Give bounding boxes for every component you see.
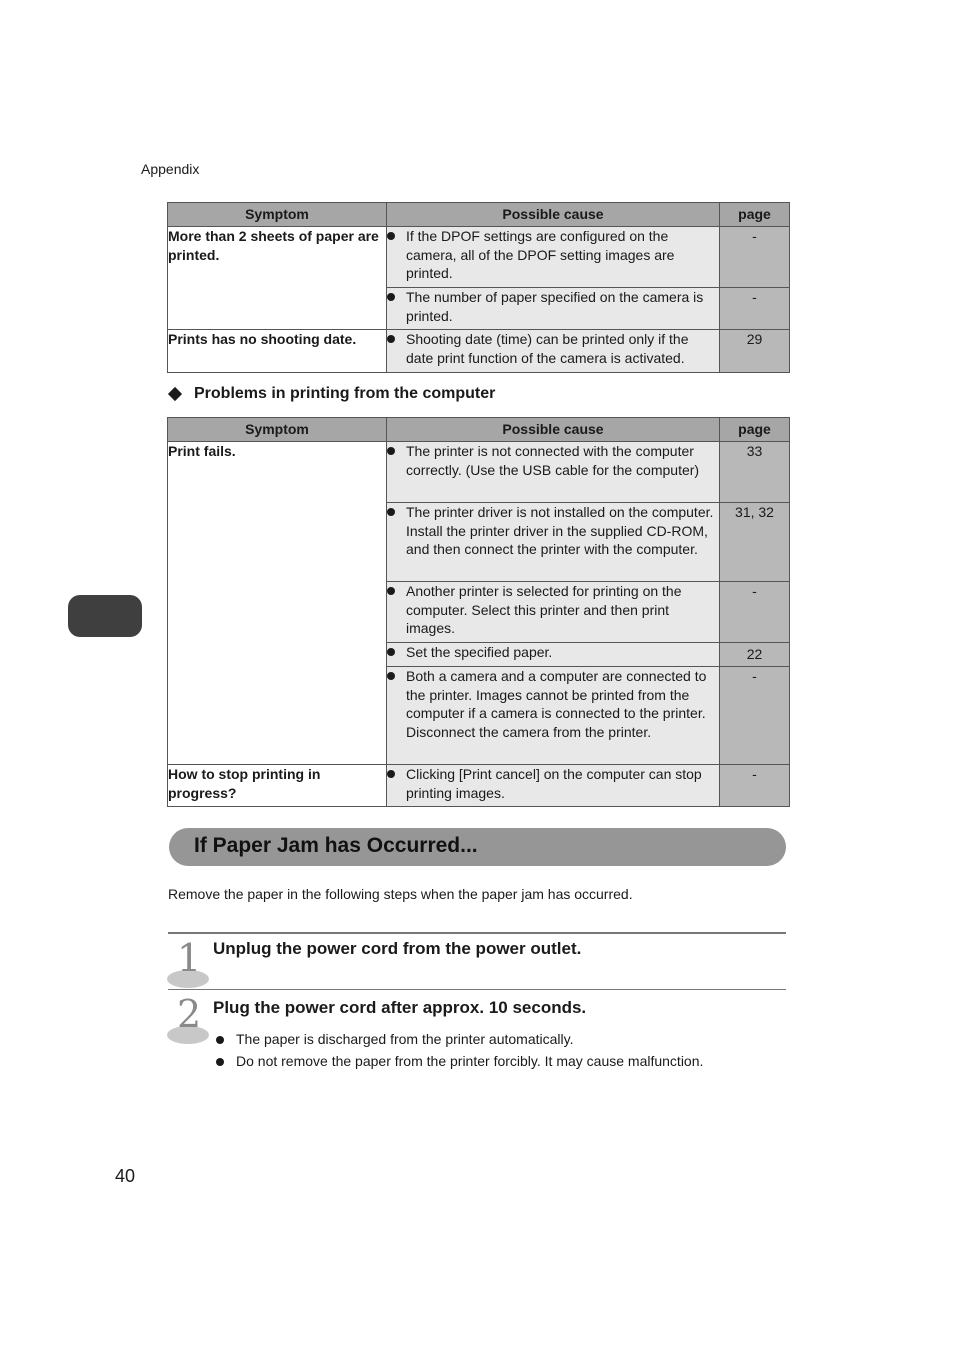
column-header-cause: Possible cause bbox=[387, 418, 720, 442]
page-ref-cell: - bbox=[720, 582, 790, 643]
table-header-row bbox=[168, 203, 790, 227]
bullet-icon bbox=[387, 447, 395, 455]
table-header-row bbox=[168, 418, 790, 442]
column-header-cause: Possible cause bbox=[387, 203, 720, 227]
cause-text: Another printer is selected for printing on the computer. Select this printer and then print images. bbox=[406, 583, 682, 636]
cause-text: Shooting date (time) can be printed only if the date print function of the camera is activated. bbox=[406, 331, 689, 366]
column-header-symptom: Symptom bbox=[168, 418, 387, 442]
page-ref-cell: - bbox=[720, 765, 790, 807]
page-ref-cell: - bbox=[720, 667, 790, 765]
cause-cell bbox=[387, 667, 720, 765]
bullet-icon bbox=[387, 335, 395, 343]
step-number: 2 bbox=[177, 992, 202, 1036]
step-title: Plug the power cord after approx. 10 seconds. bbox=[213, 998, 587, 1017]
cause-text: The printer driver is not installed on the computer. Install the printer driver in the supplied CD-ROM, and then connect the printer with the computer. bbox=[406, 504, 714, 557]
cause-text: Set the specified paper. bbox=[406, 644, 553, 660]
section-title: If Paper Jam has Occurred... bbox=[194, 834, 478, 857]
bullet-icon bbox=[387, 232, 395, 240]
divider bbox=[168, 932, 786, 934]
troubleshoot-table-printing bbox=[167, 202, 790, 373]
page-ref-cell: 31, 32 bbox=[720, 503, 790, 582]
bullet-icon bbox=[387, 672, 395, 680]
bullet-icon bbox=[216, 1036, 224, 1044]
cause-cell bbox=[387, 227, 720, 288]
symptom-cell: How to stop printing in progress? bbox=[168, 765, 387, 807]
step-number-badge bbox=[167, 938, 211, 988]
bullet-icon bbox=[387, 508, 395, 516]
bullet-icon bbox=[387, 770, 395, 778]
step-note bbox=[216, 1053, 703, 1069]
note-text: The paper is discharged from the printer automatically. bbox=[236, 1031, 574, 1047]
page-ref-cell: - bbox=[720, 288, 790, 330]
diamond-bullet-icon bbox=[168, 387, 182, 401]
cause-cell bbox=[387, 503, 720, 582]
cause-text: The number of paper specified on the camera is printed. bbox=[406, 289, 704, 324]
page-ref-cell: 22 bbox=[720, 643, 790, 667]
cause-cell bbox=[387, 643, 720, 667]
bullet-icon bbox=[387, 293, 395, 301]
subsection-heading bbox=[168, 385, 495, 403]
step-number-badge bbox=[167, 994, 211, 1044]
table-row bbox=[168, 227, 790, 288]
section-banner bbox=[169, 828, 786, 866]
bullet-icon bbox=[387, 648, 395, 656]
step-number: 1 bbox=[177, 936, 202, 980]
cause-text: If the DPOF settings are configured on the camera, all of the DPOF setting images are printed. bbox=[406, 228, 675, 281]
column-header-page: page bbox=[720, 418, 790, 442]
section-label: Appendix bbox=[141, 161, 200, 177]
step-note bbox=[216, 1031, 573, 1047]
column-header-page: page bbox=[720, 203, 790, 227]
cause-cell bbox=[387, 442, 720, 503]
divider bbox=[168, 989, 786, 990]
symptom-cell: More than 2 sheets of paper are printed. bbox=[168, 227, 387, 330]
bullet-icon bbox=[216, 1058, 224, 1066]
cause-text: Clicking [Print cancel] on the computer can stop printing images. bbox=[406, 766, 702, 801]
page-ref-cell: 33 bbox=[720, 442, 790, 503]
table-row bbox=[168, 442, 790, 503]
cause-text: Both a camera and a computer are connected to the printer. Images cannot be printed from the computer if a camera is connected to the printer. Disconnect the camera from the printer. bbox=[406, 668, 707, 740]
page-number: 40 bbox=[115, 1166, 136, 1186]
cause-text: The printer is not connected with the computer correctly. (Use the USB cable for the computer) bbox=[406, 443, 700, 478]
symptom-cell: Prints has no shooting date. bbox=[168, 330, 387, 373]
cause-cell bbox=[387, 582, 720, 643]
troubleshoot-table-computer bbox=[167, 417, 790, 807]
subsection-title: Problems in printing from the computer bbox=[194, 385, 496, 402]
cause-cell bbox=[387, 288, 720, 330]
intro-text: Remove the paper in the following steps when the paper jam has occurred. bbox=[168, 886, 633, 902]
page-ref-cell: 29 bbox=[720, 330, 790, 373]
chapter-tab bbox=[68, 595, 142, 637]
table-row bbox=[168, 765, 790, 807]
bullet-icon bbox=[387, 587, 395, 595]
page-ref-cell: - bbox=[720, 227, 790, 288]
column-header-symptom: Symptom bbox=[168, 203, 387, 227]
cause-cell bbox=[387, 765, 720, 807]
step-title: Unplug the power cord from the power outlet. bbox=[213, 939, 582, 958]
symptom-cell: Print fails. bbox=[168, 442, 387, 765]
table-row bbox=[168, 330, 790, 373]
cause-cell bbox=[387, 330, 720, 373]
note-text: Do not remove the paper from the printer forcibly. It may cause malfunction. bbox=[236, 1053, 704, 1069]
